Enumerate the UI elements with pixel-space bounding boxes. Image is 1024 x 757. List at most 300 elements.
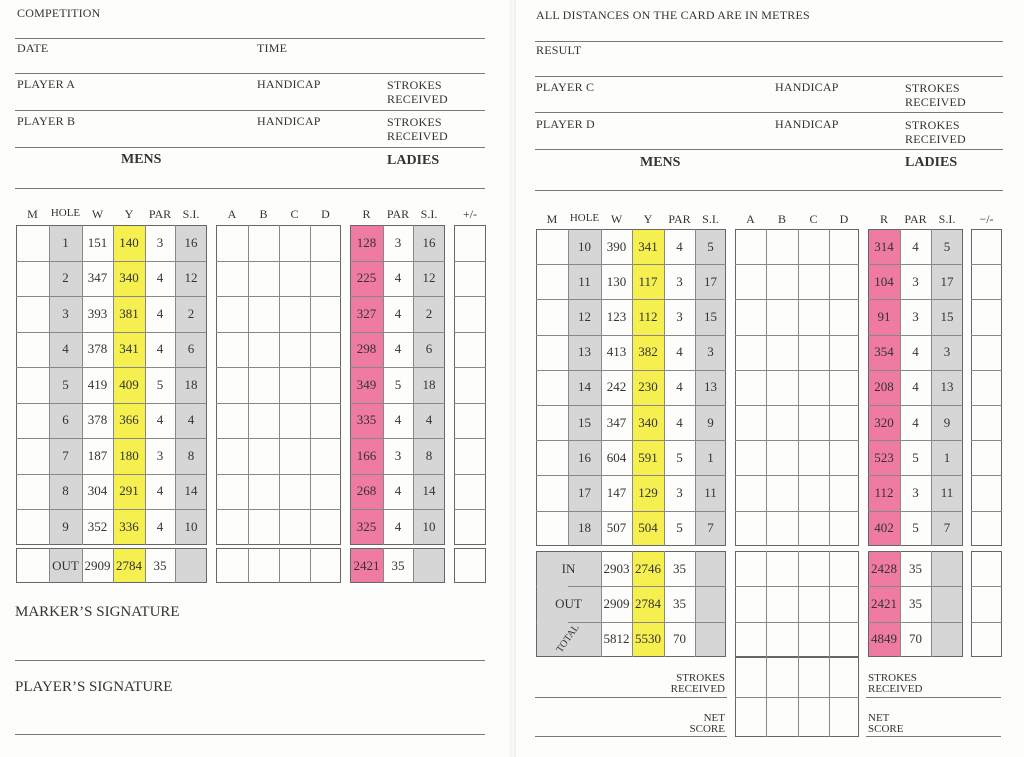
mens-par-total: 70 — [673, 631, 686, 647]
ladies-par: 4 — [912, 238, 919, 254]
score-cell-b[interactable] — [248, 332, 279, 368]
score-cell-a[interactable] — [735, 229, 766, 264]
score-cell-m[interactable] — [536, 475, 568, 510]
col-header-ladies-si: S.I. — [938, 212, 956, 226]
red-tee-distance: 523 — [874, 449, 894, 465]
col-header-m: M — [546, 212, 558, 226]
white-tee-distance: 413 — [606, 344, 627, 360]
yellow-tee-distance: 340 — [119, 270, 139, 286]
red-total: 4849 — [871, 631, 897, 647]
ladies-stroke-index: 18 — [422, 376, 436, 392]
score-cell-c[interactable] — [798, 440, 829, 475]
score-cell-m[interactable] — [16, 438, 49, 474]
ladies-par-total: 35 — [909, 595, 922, 611]
yellow-tee-distance: 382 — [638, 344, 658, 360]
hole-number: 5 — [62, 376, 69, 392]
mens-par: 5 — [676, 520, 683, 536]
yellow-tee-distance: 409 — [119, 376, 139, 392]
ladies-stroke-index: 17 — [940, 273, 954, 289]
left-page — [0, 0, 510, 757]
total-label: OUT — [555, 595, 582, 611]
score-cell-plus-minus[interactable] — [454, 261, 486, 297]
red-tee-distance: 314 — [874, 238, 894, 254]
score-cell-m[interactable] — [16, 225, 49, 261]
score-cell-plus-minus[interactable] — [454, 509, 486, 545]
right-page — [516, 0, 1024, 757]
score-cell-plus-minus[interactable] — [454, 474, 486, 510]
col-header-plus-minus: +/- — [462, 207, 478, 221]
score-cell-a[interactable] — [216, 332, 248, 368]
handicap-a-label: HANDICAP — [257, 77, 321, 91]
white-tee-distance: 604 — [606, 449, 627, 465]
yellow-tee-distance: 381 — [119, 305, 139, 321]
score-cell-b[interactable] — [766, 229, 798, 264]
yellow-tee-distance: 180 — [119, 447, 139, 463]
total-label: OUT — [52, 557, 79, 573]
score-cell-plus-minus[interactable] — [971, 440, 1002, 475]
score-cell-b[interactable] — [248, 367, 279, 403]
mens-stroke-index: 13 — [704, 379, 717, 395]
score-cell-d[interactable] — [829, 370, 859, 405]
score-cell-b[interactable] — [766, 299, 798, 334]
ladies-par: 4 — [912, 344, 919, 360]
score-cell-a[interactable] — [216, 474, 248, 510]
score-cell-d[interactable] — [310, 403, 341, 439]
mens-stroke-index: 6 — [187, 341, 195, 357]
red-total: 2421 — [871, 595, 897, 611]
yellow-tee-distance: 341 — [119, 341, 139, 357]
score-cell-c[interactable] — [279, 367, 310, 403]
ladies-par: 5 — [912, 449, 919, 465]
score-cell-d[interactable] — [310, 474, 341, 510]
score-cell-a[interactable] — [735, 511, 766, 546]
ladies-stroke-index: 11 — [940, 485, 954, 500]
score-cell-m[interactable] — [536, 370, 568, 405]
col-header-ladies-si: S.I. — [420, 207, 438, 221]
white-tee-distance: 347 — [87, 270, 108, 286]
score-cell-a[interactable] — [216, 438, 248, 474]
red-tee-distance: 349 — [356, 376, 377, 392]
red-tee-distance: 298 — [356, 341, 377, 357]
mens-stroke-index: 10 — [184, 518, 198, 534]
ladies-par: 3 — [912, 485, 919, 500]
score-cell-a[interactable] — [735, 475, 766, 510]
score-cell-plus-minus[interactable] — [971, 299, 1002, 334]
score-cell-plus-minus[interactable] — [971, 335, 1002, 370]
score-cell-b[interactable] — [766, 264, 798, 299]
score-cell-a[interactable] — [735, 405, 766, 440]
col-header-a: A — [227, 207, 237, 221]
net-score-footer-mens: NET SCORE — [689, 712, 725, 735]
mens-stroke-index: 16 — [184, 234, 198, 250]
ladies-heading: LADIES — [387, 153, 440, 168]
mens-par: 5 — [676, 449, 683, 465]
score-cell-m[interactable] — [16, 509, 49, 545]
score-cell-c[interactable] — [279, 296, 310, 332]
hole-number: 6 — [62, 412, 69, 428]
mens-par: 4 — [676, 379, 683, 395]
score-cell-c[interactable] — [798, 229, 829, 264]
score-cell-plus-minus[interactable] — [971, 229, 1002, 264]
hole-number: 18 — [578, 520, 591, 536]
score-cell-plus-minus[interactable] — [454, 367, 486, 403]
mens-par-total: 35 — [673, 560, 686, 576]
score-cell-m[interactable] — [536, 440, 568, 475]
red-tee-distance: 327 — [356, 305, 377, 321]
total-label: IN — [561, 560, 576, 576]
yellow-tee-distance: 336 — [119, 518, 139, 534]
competition-label: COMPETITION — [17, 6, 101, 20]
score-cell-d[interactable] — [829, 405, 859, 440]
yellow-tee-distance: 112 — [638, 309, 658, 324]
yellow-tee-distance: 140 — [119, 234, 139, 250]
ladies-par: 5 — [912, 520, 919, 536]
white-tee-distance: 390 — [606, 238, 627, 254]
hole-number: 7 — [62, 447, 69, 463]
col-header-plus-minus: −/- — [979, 212, 994, 226]
col-header-a: A — [746, 212, 755, 226]
strokes-received-b-label: STROKES RECEIVED — [387, 115, 448, 143]
col-header-hole: HOLE — [50, 207, 81, 219]
white-total: 2909 — [603, 595, 630, 611]
score-cell-a[interactable] — [735, 370, 766, 405]
col-header-y: Y — [643, 212, 653, 226]
score-cell-d[interactable] — [310, 261, 341, 297]
score-cell-d[interactable] — [310, 225, 341, 261]
white-tee-distance: 378 — [87, 412, 108, 428]
mens-heading: MENS — [121, 152, 162, 167]
score-cell-c[interactable] — [798, 475, 829, 510]
ladies-stroke-index: 4 — [425, 412, 433, 428]
white-tee-distance: 242 — [606, 379, 627, 395]
col-header-par: PAR — [668, 212, 691, 226]
col-header-c: C — [290, 207, 299, 221]
score-cell-plus-minus[interactable] — [971, 264, 1002, 299]
white-tee-distance: 419 — [87, 376, 108, 392]
score-cell-c[interactable] — [798, 511, 829, 546]
score-cell-a[interactable] — [216, 509, 248, 545]
ladies-par: 4 — [912, 379, 919, 395]
score-cell-d[interactable] — [829, 264, 859, 299]
ladies-par: 4 — [912, 414, 919, 430]
ladies-par: 4 — [394, 483, 402, 499]
mens-stroke-index: 15 — [704, 309, 717, 324]
ladies-stroke-index: 6 — [425, 341, 433, 357]
col-header-par: PAR — [148, 207, 172, 221]
ladies-stroke-index: 10 — [422, 518, 436, 534]
score-cell-c[interactable] — [279, 438, 310, 474]
red-tee-distance: 91 — [877, 309, 891, 324]
hole-number: 16 — [578, 449, 591, 465]
score-cell-m[interactable] — [16, 296, 49, 332]
score-cell-a[interactable] — [216, 367, 248, 403]
score-cell-d[interactable] — [310, 332, 341, 368]
mens-stroke-index: 4 — [187, 412, 195, 428]
hole-number: 11 — [578, 273, 591, 289]
red-tee-distance: 268 — [356, 483, 377, 499]
white-tee-distance: 352 — [87, 518, 108, 534]
totals-box-3 — [454, 548, 486, 583]
hole-number: 9 — [62, 518, 69, 534]
ladies-par: 3 — [394, 447, 402, 463]
red-tee-distance: 335 — [356, 412, 377, 428]
ladies-par: 4 — [394, 305, 402, 321]
mens-par: 5 — [156, 376, 164, 392]
score-cell-c[interactable] — [279, 509, 310, 545]
score-cell-a[interactable] — [735, 264, 766, 299]
mens-par-total: 35 — [673, 595, 686, 611]
score-cell-a[interactable] — [735, 335, 766, 370]
white-tee-distance: 378 — [87, 341, 108, 357]
red-total: 2421 — [353, 557, 380, 573]
score-cell-plus-minus[interactable] — [971, 475, 1002, 510]
ladies-par: 3 — [394, 234, 402, 250]
mens-par: 4 — [156, 483, 164, 499]
col-header-d: D — [321, 207, 330, 221]
score-cell-d[interactable] — [829, 511, 859, 546]
score-cell-b[interactable] — [248, 296, 279, 332]
hole-number: 13 — [578, 344, 591, 360]
yellow-tee-distance: 340 — [638, 414, 658, 430]
score-cell-c[interactable] — [279, 225, 310, 261]
ladies-par: 4 — [394, 270, 402, 286]
score-cell-b[interactable] — [248, 438, 279, 474]
mens-stroke-index: 2 — [187, 305, 195, 321]
red-tee-distance: 325 — [356, 518, 377, 534]
mens-stroke-index: 3 — [707, 344, 714, 360]
score-cell-a[interactable] — [216, 296, 248, 332]
score-cell-plus-minus[interactable] — [454, 438, 486, 474]
score-cell-m[interactable] — [536, 299, 568, 334]
white-total: 2903 — [603, 560, 630, 576]
white-tee-distance: 187 — [87, 447, 108, 463]
yellow-tee-distance: 591 — [638, 449, 658, 465]
score-cell-c[interactable] — [798, 264, 829, 299]
mens-stroke-index: 5 — [707, 238, 714, 254]
net-score-footer-ladies: NET SCORE — [868, 712, 904, 735]
score-cell-c[interactable] — [279, 261, 310, 297]
score-cell-plus-minus[interactable] — [454, 403, 486, 439]
white-tee-distance: 147 — [606, 485, 627, 500]
strokes-received-footer-ladies: STROKES RECEIVED — [868, 672, 923, 695]
score-cell-b[interactable] — [766, 511, 798, 546]
col-header-r: R — [362, 207, 371, 221]
score-cell-m[interactable] — [16, 474, 49, 510]
col-header-hole: HOLE — [569, 212, 600, 224]
score-cell-plus-minus[interactable] — [971, 511, 1002, 546]
col-header-y: Y — [124, 207, 134, 221]
score-cell-m[interactable] — [16, 367, 49, 403]
yellow-tee-distance: 291 — [119, 483, 139, 499]
mens-par: 3 — [676, 273, 683, 289]
score-cell-m[interactable] — [536, 264, 568, 299]
hole-number: 1 — [62, 234, 69, 250]
score-cell-a[interactable] — [216, 261, 248, 297]
score-cell-b[interactable] — [248, 225, 279, 261]
mens-par: 3 — [676, 485, 683, 500]
score-cell-c[interactable] — [798, 405, 829, 440]
ladies-par: 3 — [912, 309, 919, 324]
score-cell-a[interactable] — [216, 403, 248, 439]
mens-par: 3 — [676, 309, 683, 324]
white-total: 5812 — [603, 631, 630, 647]
red-tee-distance: 128 — [356, 234, 377, 250]
ladies-par-total: 35 — [391, 557, 405, 573]
score-cell-plus-minus[interactable] — [454, 332, 486, 368]
score-cell-d[interactable] — [310, 367, 341, 403]
score-cell-m[interactable] — [16, 261, 49, 297]
col-header-m: M — [27, 207, 38, 221]
ladies-stroke-index: 3 — [943, 344, 951, 360]
hole-number: 8 — [62, 483, 69, 499]
ladies-par: 4 — [394, 412, 402, 428]
ladies-par: 3 — [912, 273, 919, 289]
mens-stroke-index: 11 — [704, 485, 717, 500]
col-header-ladies-par: PAR — [386, 207, 410, 221]
white-tee-distance: 507 — [606, 520, 627, 536]
hole-number: 12 — [578, 309, 591, 324]
score-cell-plus-minus[interactable] — [454, 225, 486, 261]
score-cell-a[interactable] — [735, 299, 766, 334]
yellow-tee-distance: 504 — [638, 520, 658, 536]
col-header-c: C — [809, 212, 818, 226]
mens-par-total: 35 — [153, 557, 167, 573]
mens-par: 4 — [676, 414, 683, 430]
hole-number: 17 — [578, 485, 591, 500]
score-cell-plus-minus[interactable] — [971, 405, 1002, 440]
score-cell-m[interactable] — [536, 405, 568, 440]
mens-stroke-index: 18 — [184, 376, 198, 392]
score-cell-d[interactable] — [829, 299, 859, 334]
ladies-stroke-index: 13 — [940, 379, 954, 395]
red-tee-distance: 112 — [874, 485, 894, 500]
mens-stroke-index: 9 — [707, 414, 714, 430]
mens-stroke-index: 14 — [184, 483, 198, 499]
totals-box-3 — [971, 551, 1002, 657]
score-cell-b[interactable] — [248, 261, 279, 297]
score-cell-d[interactable] — [310, 509, 341, 545]
white-tee-distance: 304 — [87, 483, 108, 499]
ladies-stroke-index: 9 — [943, 414, 951, 430]
strokes-received-d-label: STROKES RECEIVED — [905, 118, 966, 146]
strokes-received-c-label: STROKES RECEIVED — [905, 81, 966, 109]
score-cell-b[interactable] — [766, 370, 798, 405]
ladies-par-total: 35 — [909, 560, 922, 576]
white-tee-distance: 347 — [606, 414, 627, 430]
mens-par: 3 — [156, 234, 164, 250]
score-cell-d[interactable] — [829, 229, 859, 264]
player-b-label: PLAYER B — [17, 114, 76, 128]
result-label: RESULT — [536, 43, 582, 57]
hole-number: 15 — [578, 414, 591, 430]
yellow-total: 2784 — [116, 557, 142, 573]
score-cell-c[interactable] — [279, 403, 310, 439]
col-header-r: R — [879, 212, 888, 226]
score-cell-c[interactable] — [279, 332, 310, 368]
score-cell-m[interactable] — [16, 403, 49, 439]
ladies-stroke-index: 5 — [943, 238, 951, 254]
ladies-stroke-index: 16 — [422, 234, 436, 250]
handicap-d-label: HANDICAP — [775, 117, 839, 131]
ladies-stroke-index: 12 — [422, 270, 436, 286]
yellow-tee-distance: 129 — [638, 485, 658, 500]
mens-stroke-index: 17 — [704, 273, 717, 289]
yellow-tee-distance: 341 — [638, 238, 658, 254]
score-cell-c[interactable] — [279, 474, 310, 510]
red-tee-distance: 208 — [874, 379, 894, 395]
mens-par: 4 — [676, 344, 683, 360]
ladies-stroke-index: 1 — [943, 449, 951, 465]
red-total: 2428 — [871, 560, 897, 576]
score-cell-m[interactable] — [536, 335, 568, 370]
col-header-b: B — [259, 207, 268, 221]
score-cell-d[interactable] — [829, 335, 859, 370]
score-cell-b[interactable] — [766, 405, 798, 440]
col-header-si: S.I. — [182, 207, 200, 221]
score-cell-b[interactable] — [766, 475, 798, 510]
score-cell-b[interactable] — [766, 335, 798, 370]
score-cell-c[interactable] — [798, 335, 829, 370]
yellow-tee-distance: 117 — [638, 273, 658, 289]
ladies-par-total: 70 — [909, 631, 922, 647]
score-cell-a[interactable] — [735, 440, 766, 475]
score-cell-c[interactable] — [798, 299, 829, 334]
mens-par: 3 — [156, 447, 164, 463]
col-header-ladies-par: PAR — [904, 212, 927, 226]
col-header-si: S.I. — [702, 212, 719, 226]
score-cell-plus-minus[interactable] — [971, 370, 1002, 405]
strokes-received-footer-mens: STROKES RECEIVED — [670, 672, 725, 695]
white-tee-distance: 123 — [606, 309, 627, 324]
score-cell-d[interactable] — [310, 296, 341, 332]
score-cell-m[interactable] — [16, 332, 49, 368]
mens-par: 4 — [156, 518, 164, 534]
score-cell-b[interactable] — [248, 403, 279, 439]
score-cell-c[interactable] — [798, 370, 829, 405]
score-cell-m[interactable] — [536, 511, 568, 546]
time-label: TIME — [257, 41, 288, 55]
score-cell-d[interactable] — [829, 475, 859, 510]
red-tee-distance: 320 — [874, 414, 894, 430]
yellow-tee-distance: 230 — [638, 379, 658, 395]
distances-note: ALL DISTANCES ON THE CARD ARE IN METRES — [536, 8, 810, 22]
yellow-total: 2746 — [635, 560, 661, 576]
strokes-received-a-label: STROKES RECEIVED — [387, 78, 448, 106]
score-cell-d[interactable] — [829, 440, 859, 475]
mens-stroke-index: 12 — [184, 270, 198, 286]
white-tee-distance: 130 — [606, 273, 627, 289]
score-cell-a[interactable] — [216, 225, 248, 261]
score-cell-plus-minus[interactable] — [454, 296, 486, 332]
mens-heading: MENS — [640, 155, 681, 170]
hole-number: 14 — [578, 379, 591, 395]
score-cell-d[interactable] — [310, 438, 341, 474]
score-cell-b[interactable] — [248, 509, 279, 545]
mens-par: 4 — [156, 305, 164, 321]
score-cell-m[interactable] — [536, 229, 568, 264]
ladies-stroke-index: 14 — [422, 483, 436, 499]
col-header-w: W — [91, 207, 104, 221]
score-cell-b[interactable] — [766, 440, 798, 475]
marker-signature-label: MARKER’S SIGNATURE — [15, 604, 180, 620]
hole-number: 4 — [62, 341, 69, 357]
white-tee-distance: 393 — [87, 305, 108, 321]
hole-number: 2 — [62, 270, 69, 286]
mens-par: 4 — [676, 238, 683, 254]
col-header-w: W — [610, 212, 623, 226]
player-d-label: PLAYER D — [536, 117, 595, 131]
score-cell-b[interactable] — [248, 474, 279, 510]
